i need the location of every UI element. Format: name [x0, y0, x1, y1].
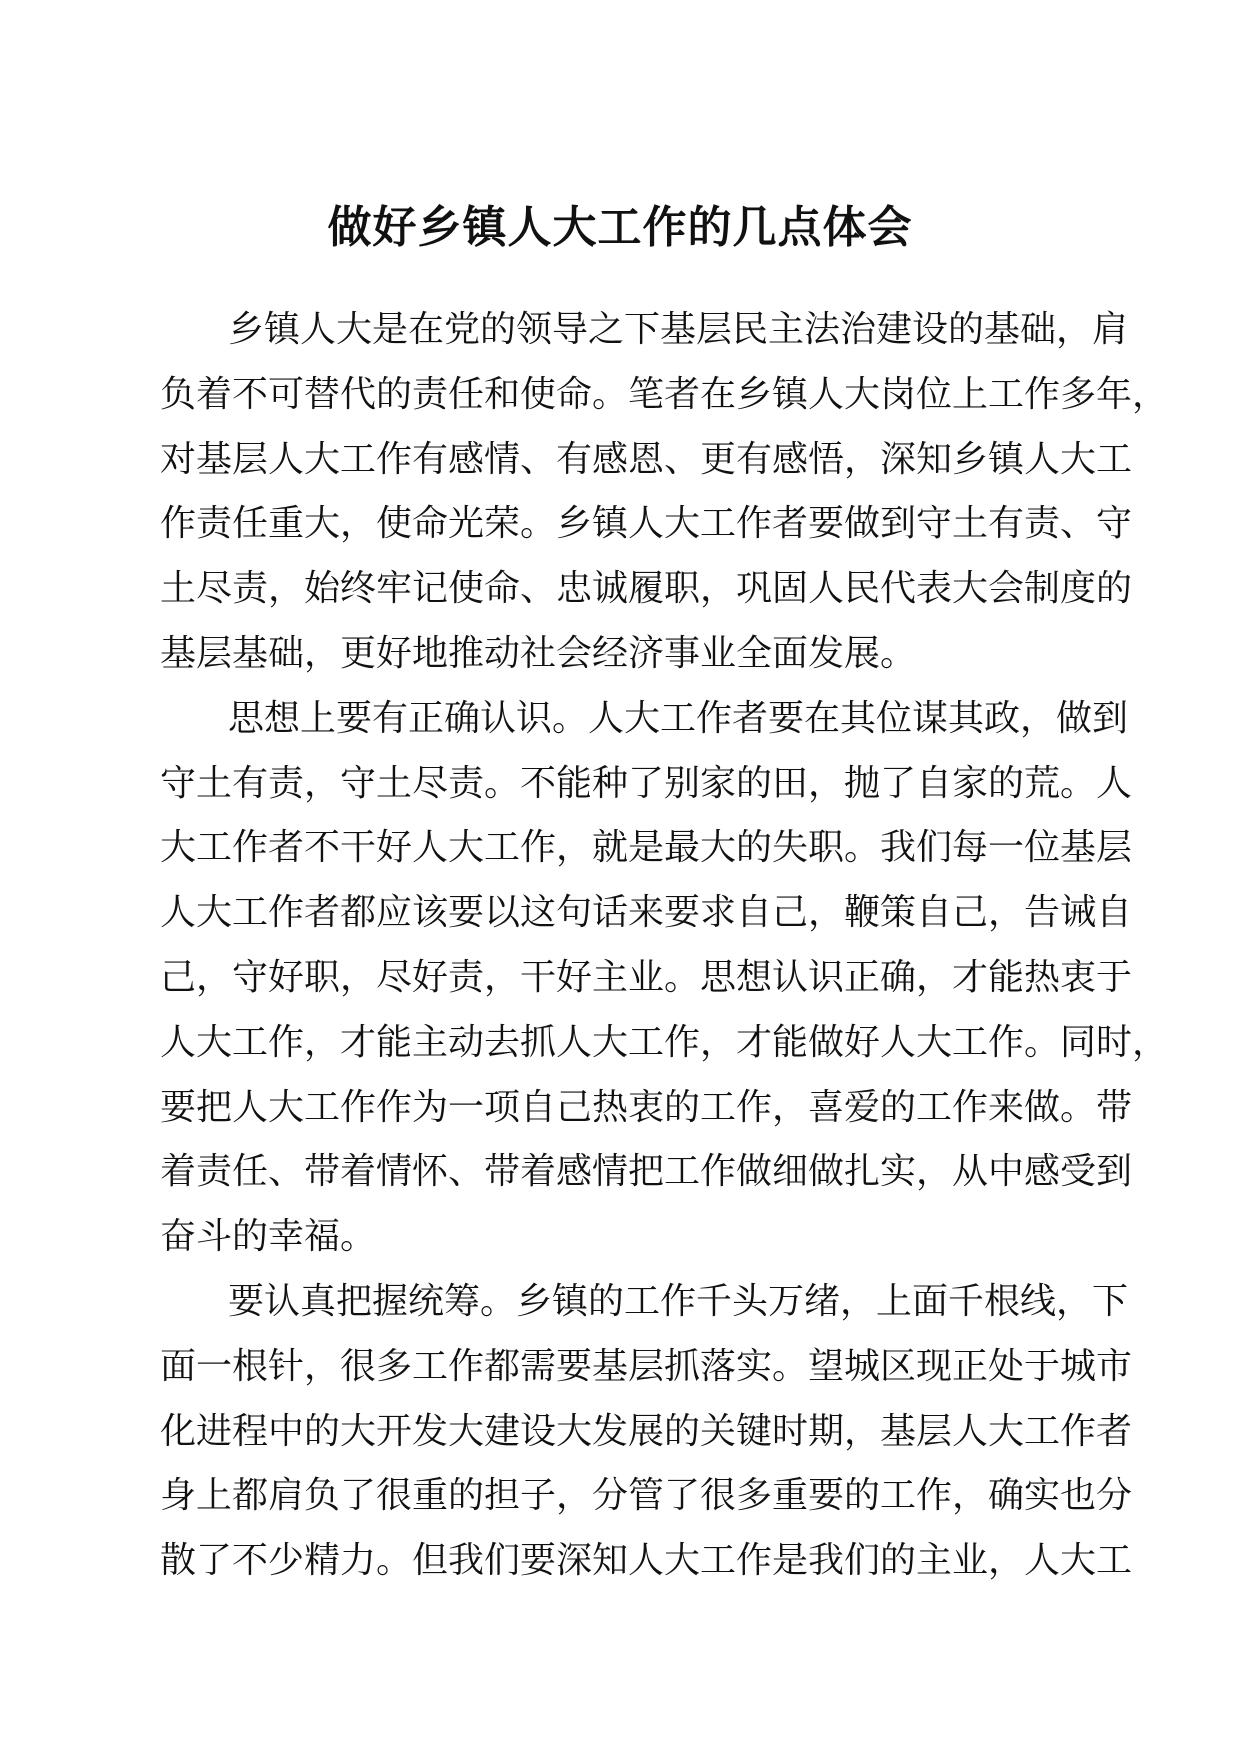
document-title: 做好乡镇人大工作的几点体会	[327, 202, 913, 253]
text-line: 身上都肩负了很重的担子，分管了很多重要的工作，确实也分	[160, 1475, 1133, 1517]
text-line: 作责任重大，使命光荣。乡镇人大工作者要做到守土有责、守	[160, 503, 1133, 545]
text-line: 着责任、带着情怀、带着感情把工作做细做扎实，从中感受到	[160, 1151, 1133, 1193]
text-line: 己，守好职，尽好责，干好主业。思想认识正确，才能热衷于	[160, 956, 1133, 998]
paragraph-2	[160, 687, 1169, 1270]
paragraph-3	[160, 1270, 1133, 1594]
text-line: 奋斗的幸福。	[160, 1216, 377, 1258]
text-line: 化进程中的大开发大建设大发展的关键时期，基层人大工作者	[160, 1410, 1133, 1452]
document-body	[160, 298, 1169, 1594]
text-line: 要认真把握统筹。乡镇的工作千头万绪，上面千根线，下	[228, 1280, 1129, 1322]
text-line: 人大工作者都应该要以这句话来要求自己，鞭策自己，告诫自	[160, 892, 1133, 934]
text-line: 大工作者不干好人大工作，就是最大的失职。我们每一位基层	[160, 827, 1133, 869]
text-line: 面一根针，很多工作都需要基层抓落实。望城区现正处于城市	[160, 1345, 1133, 1387]
paragraph-1	[160, 298, 1169, 687]
text-line: 基层基础，更好地推动社会经济事业全面发展。	[160, 632, 917, 674]
text-line: 思想上要有正确认识。人大工作者要在其位谋其政，做到	[228, 697, 1129, 739]
text-line: 要把人大工作作为一项自己热衷的工作，喜爱的工作来做。带	[160, 1086, 1133, 1128]
text-line: 散了不少精力。但我们要深知人大工作是我们的主业，人大工	[160, 1540, 1133, 1582]
text-line: 人大工作，才能主动去抓人大工作，才能做好人大工作。同时，	[160, 1021, 1169, 1063]
text-line: 对基层人大工作有感情、有感恩、更有感悟，深知乡镇人大工	[160, 438, 1133, 480]
text-line: 土尽责，始终牢记使命、忠诚履职，巩固人民代表大会制度的	[160, 568, 1133, 610]
text-line: 守土有责，守土尽责。不能种了别家的田，抛了自家的荒。人	[160, 762, 1133, 804]
text-line: 乡镇人大是在党的领导之下基层民主法治建设的基础，肩	[228, 309, 1129, 350]
text-line: 负着不可替代的责任和使命。笔者在乡镇人大岗位上工作多年，	[160, 373, 1169, 415]
